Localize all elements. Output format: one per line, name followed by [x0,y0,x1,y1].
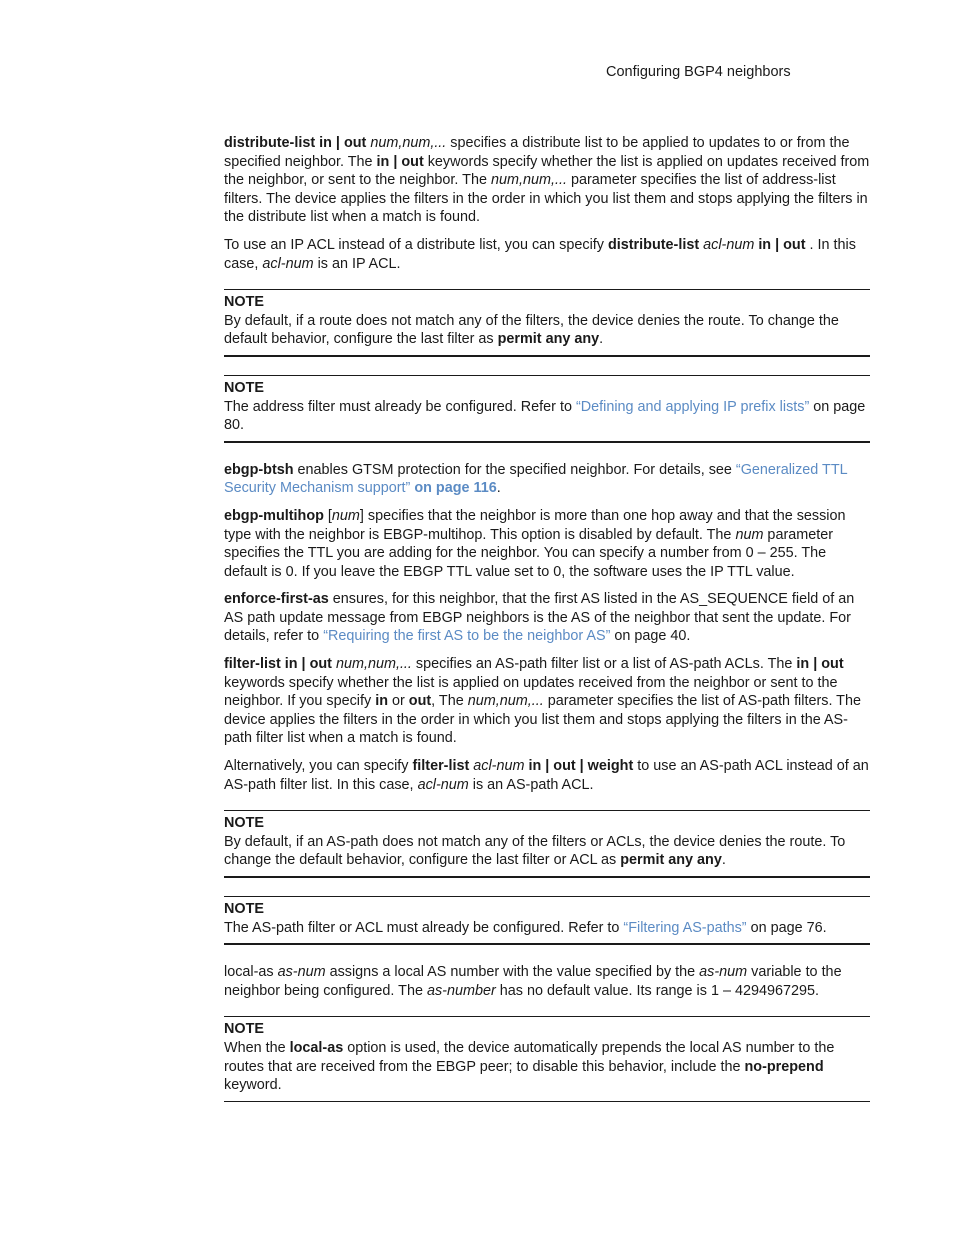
variable: as-num [277,964,326,981]
note-label: NOTE [224,294,264,311]
keyword: enforce-first-as [224,591,329,608]
text: parameter specifies the list of address-list filters. The device applies the filters in the order in which you list them and stops applying the filters in the distribute list when a match is found. [224,172,868,226]
variable: acl-num [417,776,469,793]
text: Alternatively, you can specify [224,758,413,775]
keyword: ebgp-multihop [224,507,324,524]
keyword: in | out | weight [528,758,634,775]
text: ensures, for this neighbor, that the first AS listed in the AS_SEQUENCE field of an AS path update message from EBGP neighbors is the AS of the neighbor that sent the update. For details, refer to [224,591,855,645]
text: ] specifies that the neighbor is more than one hop away and that the session type with the neighbor is EBGP-multihop. This option is disabled by default. The [224,507,846,543]
text: enables GTSM protection for the specified neighbor. For details, see [293,461,736,478]
text: . [599,331,604,348]
text: on page 80. [224,398,866,434]
text: . [721,852,726,869]
text: has no default value. Its range is 1 – 4294967295. [495,982,819,999]
variable: acl-num [703,236,755,253]
note-default-deny [224,289,870,357]
text: By default, if an AS-path does not match any of the filters or ACLs, the device denies the route. To change the default behavior, configure the last filter or ACL as [224,833,846,869]
note-as-path-configured [224,896,870,945]
paragraph-ip-acl [224,236,870,273]
keyword: no-prepend [744,1058,824,1075]
note-label: NOTE [224,815,264,832]
paragraph-ebgp-btsh [224,461,870,498]
text: or [388,693,409,710]
text: on page 76. [746,919,827,936]
note-local-as [224,1016,870,1101]
paragraph-distribute-list [224,134,870,227]
text: The AS-path filter or ACL must already be configured. Refer to [224,919,624,936]
paragraph-filter-list-acl [224,757,870,794]
keyword: in [375,693,388,710]
note-as-path-default [224,810,870,878]
link-ip-prefix-lists[interactable]: “Defining and applying IP prefix lists” [575,398,810,415]
variable: acl-num [262,255,314,272]
paragraph-local-as [224,963,870,1000]
paragraph-enforce-first-as [224,590,870,646]
text: keywords specify whether the list is applied on updates received from the neighbor or sent to the neighbor. If you specify [224,674,838,710]
text: is an AS-path ACL. [468,776,594,793]
variable: as-number [426,982,496,999]
variable: num [735,526,764,543]
keyword: distribute-list [607,236,700,253]
text: parameter specifies the list of AS-path filters. The device applies the filters in the order in which you list them and stops applying the filters in the AS-path filter list when a match is found. [224,693,861,747]
note-label: NOTE [224,379,264,396]
text: on page 40. [610,628,691,645]
text: The address filter must already be configured. Refer to [224,398,576,415]
paragraph-ebgp-multihop [224,507,870,581]
keyword: permit any any [620,852,722,869]
note-label: NOTE [224,1021,264,1038]
keyword: in | out [376,153,424,170]
keyword: filter-list [412,758,470,775]
variable: num,num,... [335,656,412,673]
text: . In this case, [224,236,856,272]
link-first-as[interactable]: “Requiring the first AS to be the neighbor AS” [323,628,611,645]
text: To use an IP ACL instead of a distribute list, you can specify [224,236,608,253]
link-page-116[interactable]: on page 116 [410,480,497,497]
variable: acl-num [473,758,525,775]
text: [ [323,507,332,524]
keyword: permit any any [497,331,600,348]
keyword: in | out [758,236,806,253]
keyword: local-as [289,1039,344,1056]
text: . [496,480,501,497]
variable: num,num,... [490,172,567,189]
page-header: Configuring BGP4 neighbors [606,64,791,80]
text: , The [431,693,468,710]
variable: num [331,507,360,524]
text: keywords specify whether the list is applied on updates received from the neighbor, or sent to the neighbor. The [224,153,870,189]
text: is an IP ACL. [313,255,401,272]
keyword: ebgp-btsh [224,461,294,478]
text: By default, if a route does not match any of the filters, the device denies the route. To change the default behavior, configure the last filter as [224,312,839,348]
keyword: in | out [796,656,844,673]
text: local-as [224,964,278,981]
text: keyword. [224,1077,282,1094]
text: to use an AS-path ACL instead of an AS-path filter list. In this case, [224,758,869,793]
variable: num,num,... [370,135,447,151]
text: option is used, the device automatically prepends the local AS number to the routes that are received from the EBGP peer; to disable this behavior, include the [224,1039,835,1075]
note-address-filter [224,375,870,443]
note-label: NOTE [224,901,264,917]
text: parameter specifies the TTL you are adding for the neighbor. You can specify a number from 0 – 255. The default is 0. If you leave the EBGP TTL value set to 0, the software uses the IP TTL value. [224,526,834,580]
keyword: distribute-list in | out [224,135,367,151]
text: variable to the neighbor being configured. The [224,964,842,999]
variable: as-num [699,964,748,981]
link-filtering-as-paths[interactable]: “Filtering AS-paths” [623,919,747,936]
text: When the [224,1039,290,1056]
keyword: filter-list in | out [224,656,332,673]
text: specifies a distribute list to be applied to updates to or from the specified neighbor. The [224,135,850,170]
variable: num,num,... [467,693,544,710]
keyword: out [408,693,432,710]
paragraph-filter-list [224,655,870,748]
link-gtsm-support[interactable]: “Generalized TTL Security Mechanism support” [224,461,848,497]
document-body [224,134,870,1120]
text: assigns a local AS number with the value specified by the [325,964,700,981]
text: specifies an AS-path filter list or a list of AS-path ACLs. The [411,656,797,673]
